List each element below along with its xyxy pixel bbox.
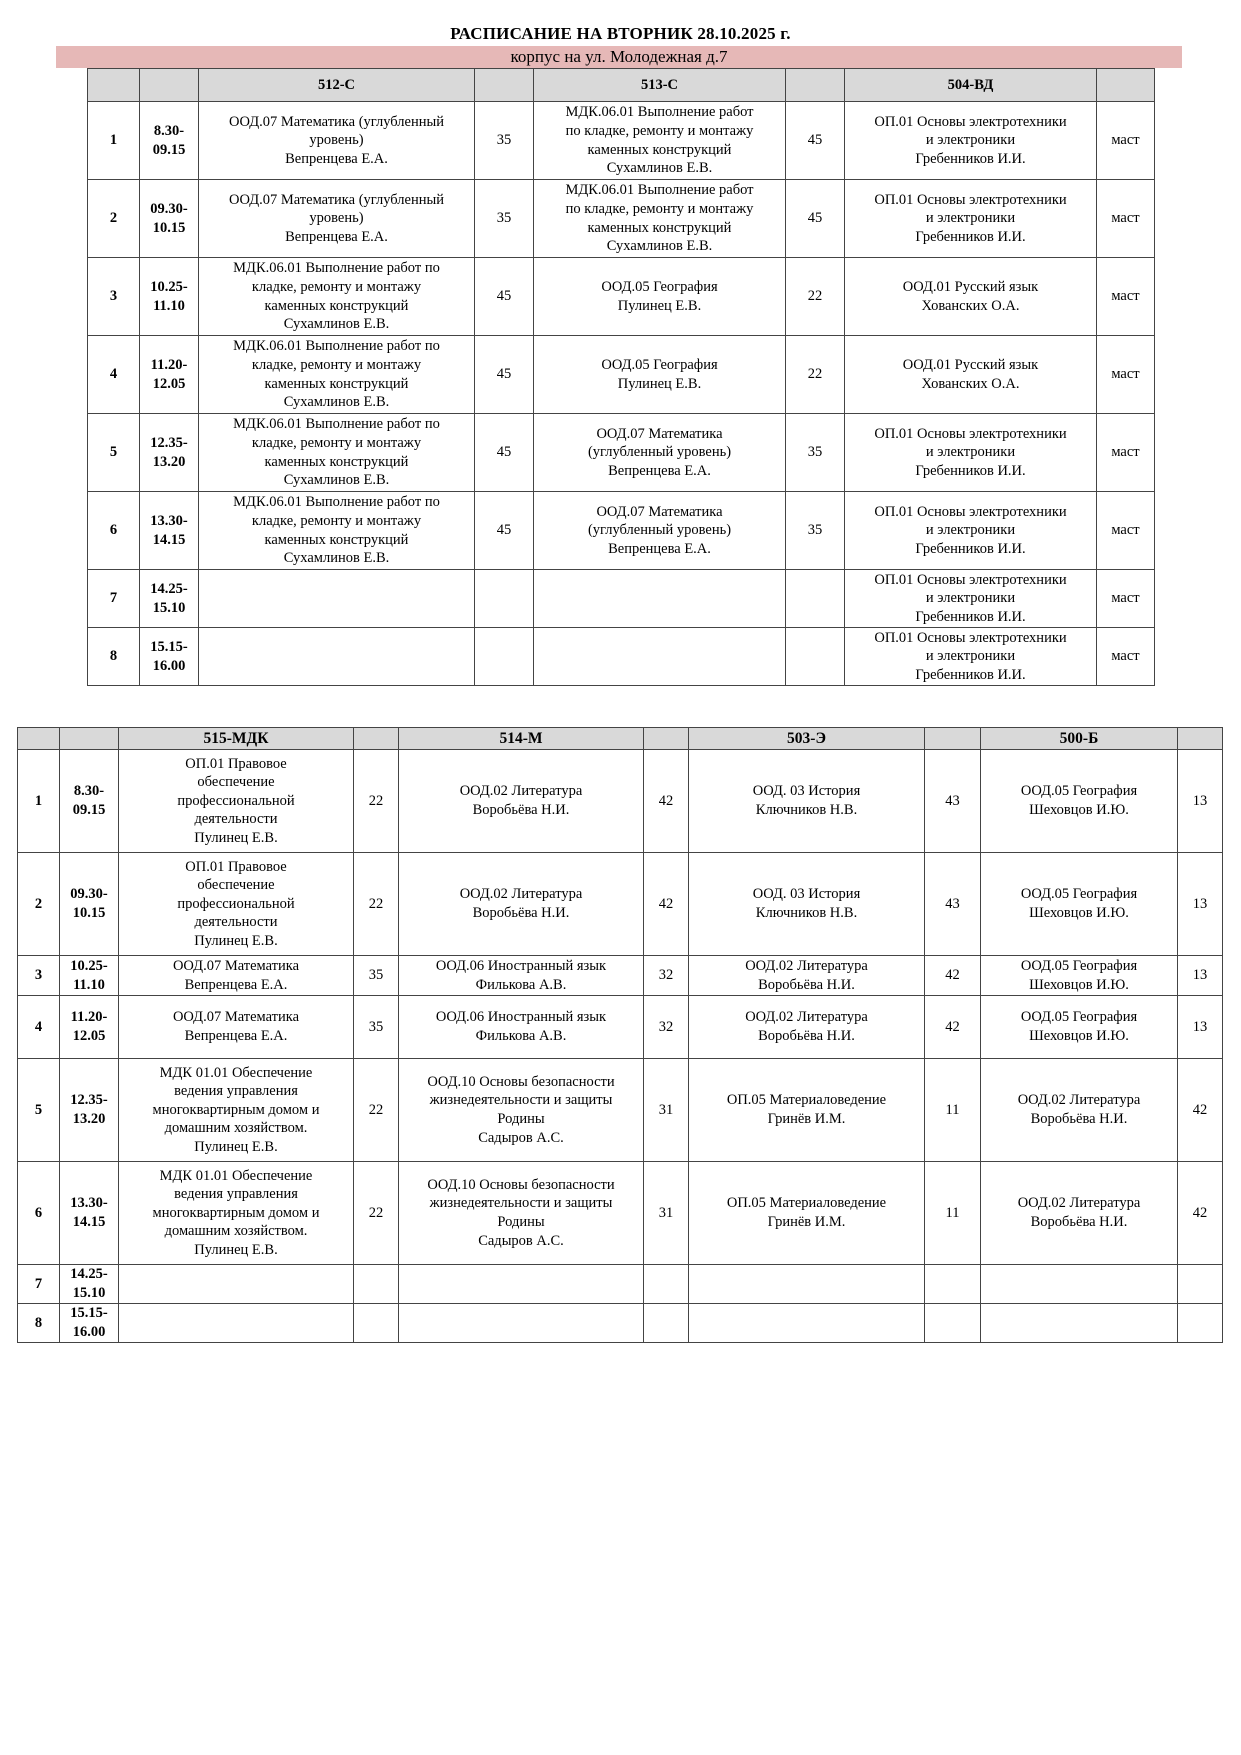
subject-cell: ООД.06 Иностранный язык Филькова А.В. (399, 956, 644, 996)
group-header: 515-МДК (119, 728, 354, 750)
lesson-time: 10.25- 11.10 (60, 956, 119, 996)
lesson-time: 09.30- 10.15 (60, 853, 119, 956)
subject-cell: ООД.05 География Шеховцов И.Ю. (981, 750, 1178, 853)
lesson-time: 13.30- 14.15 (60, 1162, 119, 1265)
lesson-row (88, 628, 1155, 686)
room-cell: 42 (644, 750, 689, 853)
room-cell: 43 (925, 853, 981, 956)
room-cell: 42 (644, 853, 689, 956)
schedule-table-1 (87, 68, 1155, 686)
room-cell: 42 (1178, 1059, 1223, 1162)
group-header: 513-С (534, 69, 786, 102)
subject-cell: МДК.06.01 Выполнение работ по кладке, ремонту и монтажу каменных конструкций Сухамлинов Е.В. (534, 102, 786, 180)
room-cell: маст (1097, 336, 1155, 414)
room-header (1178, 728, 1223, 750)
lesson-row (88, 180, 1155, 258)
subject-cell: ООД.02 Литература Воробьёва Н.И. (981, 1162, 1178, 1265)
subject-cell: ООД.07 Математика (углубленный уровень) Вепренцева Е.А. (199, 180, 475, 258)
room-cell: маст (1097, 570, 1155, 628)
lesson-number: 3 (88, 258, 140, 336)
room-cell (925, 1304, 981, 1343)
subject-cell: ООД.05 География Шеховцов И.Ю. (981, 996, 1178, 1059)
schedule-table-2 (17, 727, 1223, 1343)
room-cell (354, 1265, 399, 1304)
lesson-row (88, 492, 1155, 570)
room-cell: 13 (1178, 750, 1223, 853)
subject-cell: ОП.01 Правовое обеспечение профессиональной деятельности Пулинец Е.В. (119, 853, 354, 956)
header-number-cell (88, 69, 140, 102)
room-cell: 22 (354, 1162, 399, 1265)
room-cell: 11 (925, 1059, 981, 1162)
subject-cell: ООД.07 Математика Вепренцева Е.А. (119, 956, 354, 996)
subject-cell: МДК.06.01 Выполнение работ по кладке, ремонту и монтажу каменных конструкций Сухамлинов Е.В. (199, 336, 475, 414)
subject-cell: ООД.02 Литература Воробьёва Н.И. (981, 1059, 1178, 1162)
room-cell (1178, 1304, 1223, 1343)
subject-cell: ОП.05 Материаловедение Гринёв И.М. (689, 1162, 925, 1265)
lesson-row (18, 1059, 1223, 1162)
lesson-row (88, 414, 1155, 492)
lesson-time: 14.25- 15.10 (60, 1265, 119, 1304)
lesson-time: 10.25- 11.10 (140, 258, 199, 336)
lesson-row (88, 570, 1155, 628)
subject-cell: ОП.01 Основы электротехники и электроники Гребенников И.И. (845, 180, 1097, 258)
subject-cell (119, 1304, 354, 1343)
room-cell: 42 (1178, 1162, 1223, 1265)
room-cell: 22 (354, 750, 399, 853)
lesson-row (18, 1304, 1223, 1343)
lesson-number: 2 (18, 853, 60, 956)
subject-cell: ООД.05 География Шеховцов И.Ю. (981, 853, 1178, 956)
subject-cell (689, 1265, 925, 1304)
subject-cell: ООД.05 География Шеховцов И.Ю. (981, 956, 1178, 996)
room-cell: 35 (786, 492, 845, 570)
lesson-row (18, 853, 1223, 956)
room-cell: 32 (644, 996, 689, 1059)
subject-cell: МДК.06.01 Выполнение работ по кладке, ремонту и монтажу каменных конструкций Сухамлинов Е.В. (199, 492, 475, 570)
subject-cell (119, 1265, 354, 1304)
subject-cell: МДК.06.01 Выполнение работ по кладке, ремонту и монтажу каменных конструкций Сухамлинов Е.В. (199, 414, 475, 492)
subject-cell: ООД.01 Русский язык Хованских О.А. (845, 258, 1097, 336)
room-cell (475, 570, 534, 628)
room-cell: маст (1097, 414, 1155, 492)
group-header: 514-М (399, 728, 644, 750)
room-header (644, 728, 689, 750)
room-cell (354, 1304, 399, 1343)
subject-cell: ОП.01 Основы электротехники и электроники Гребенников И.И. (845, 628, 1097, 686)
lesson-number: 5 (18, 1059, 60, 1162)
subject-cell: ООД.07 Математика (углубленный уровень) Вепренцева Е.А. (534, 492, 786, 570)
header-time-cell (140, 69, 199, 102)
lesson-time: 09.30- 10.15 (140, 180, 199, 258)
lesson-number: 7 (18, 1265, 60, 1304)
subject-cell: МДК 01.01 Обеспечение ведения управления многоквартирным домом и домашним хозяйством. Пулинец Е.В. (119, 1059, 354, 1162)
room-cell (644, 1304, 689, 1343)
subject-cell (199, 628, 475, 686)
room-cell (1178, 1265, 1223, 1304)
lesson-number: 5 (88, 414, 140, 492)
room-cell (925, 1265, 981, 1304)
room-cell (644, 1265, 689, 1304)
room-cell: 13 (1178, 956, 1223, 996)
lesson-time: 8.30- 09.15 (60, 750, 119, 853)
subject-cell: ООД.02 Литература Воробьёва Н.И. (689, 956, 925, 996)
subject-cell: ОП.01 Основы электротехники и электроники Гребенников И.И. (845, 570, 1097, 628)
room-cell: 45 (475, 336, 534, 414)
lesson-row (18, 1162, 1223, 1265)
room-cell (475, 628, 534, 686)
header-row (18, 728, 1223, 750)
lesson-number: 4 (88, 336, 140, 414)
subject-cell: ООД.02 Литература Воробьёва Н.И. (399, 853, 644, 956)
room-cell: маст (1097, 628, 1155, 686)
subject-cell (399, 1304, 644, 1343)
lesson-time: 11.20- 12.05 (140, 336, 199, 414)
room-cell: 13 (1178, 996, 1223, 1059)
building-banner: корпус на ул. Молодежная д.7 (56, 46, 1182, 68)
subject-cell: ОП.01 Основы электротехники и электроники Гребенников И.И. (845, 414, 1097, 492)
room-cell: 35 (354, 996, 399, 1059)
subject-cell: ОП.01 Основы электротехники и электроники Гребенников И.И. (845, 492, 1097, 570)
lesson-time: 12.35- 13.20 (140, 414, 199, 492)
room-cell: 45 (475, 492, 534, 570)
subject-cell (199, 570, 475, 628)
subject-cell: ООД.05 География Пулинец Е.В. (534, 336, 786, 414)
subject-cell (981, 1265, 1178, 1304)
lesson-number: 2 (88, 180, 140, 258)
subject-cell: ООД.01 Русский язык Хованских О.А. (845, 336, 1097, 414)
room-cell (786, 570, 845, 628)
lesson-number: 6 (88, 492, 140, 570)
room-cell: 45 (786, 102, 845, 180)
room-cell: маст (1097, 492, 1155, 570)
lesson-time: 12.35- 13.20 (60, 1059, 119, 1162)
lesson-number: 8 (18, 1304, 60, 1343)
header-time-cell (60, 728, 119, 750)
room-cell: 13 (1178, 853, 1223, 956)
subject-cell: ОП.01 Правовое обеспечение профессиональной деятельности Пулинец Е.В. (119, 750, 354, 853)
room-cell: 11 (925, 1162, 981, 1265)
room-cell: 35 (475, 102, 534, 180)
room-cell: 22 (786, 336, 845, 414)
room-header (354, 728, 399, 750)
room-header (925, 728, 981, 750)
lesson-time: 11.20- 12.05 (60, 996, 119, 1059)
room-cell: 32 (644, 956, 689, 996)
room-cell: 35 (475, 180, 534, 258)
subject-cell: ООД. 03 История Ключников Н.В. (689, 750, 925, 853)
group-header: 504-ВД (845, 69, 1097, 102)
lesson-number: 4 (18, 996, 60, 1059)
subject-cell (534, 628, 786, 686)
lesson-row (18, 750, 1223, 853)
room-header (475, 69, 534, 102)
subject-cell (399, 1265, 644, 1304)
room-cell: маст (1097, 180, 1155, 258)
lesson-number: 6 (18, 1162, 60, 1265)
room-cell: 35 (786, 414, 845, 492)
header-row (88, 69, 1155, 102)
room-cell: 45 (475, 258, 534, 336)
subject-cell: ООД.10 Основы безопасности жизнедеятельности и защиты Родины Садыров А.С. (399, 1162, 644, 1265)
subject-cell: ООД.05 География Пулинец Е.В. (534, 258, 786, 336)
lesson-row (18, 996, 1223, 1059)
room-cell: 35 (354, 956, 399, 996)
subject-cell: ООД.02 Литература Воробьёва Н.И. (399, 750, 644, 853)
lesson-number: 3 (18, 956, 60, 996)
lesson-row (88, 258, 1155, 336)
room-cell: 45 (475, 414, 534, 492)
room-cell: маст (1097, 102, 1155, 180)
lesson-number: 8 (88, 628, 140, 686)
lesson-number: 1 (18, 750, 60, 853)
subject-cell (689, 1304, 925, 1343)
lesson-time: 15.15- 16.00 (60, 1304, 119, 1343)
subject-cell: ООД.07 Математика (углубленный уровень) Вепренцева Е.А. (199, 102, 475, 180)
subject-cell: ООД. 03 История Ключников Н.В. (689, 853, 925, 956)
room-cell: 42 (925, 996, 981, 1059)
lesson-time: 14.25- 15.10 (140, 570, 199, 628)
lesson-time: 13.30- 14.15 (140, 492, 199, 570)
room-cell: 22 (354, 1059, 399, 1162)
subject-cell: МДК.06.01 Выполнение работ по кладке, ремонту и монтажу каменных конструкций Сухамлинов Е.В. (199, 258, 475, 336)
subject-cell: ООД.10 Основы безопасности жизнедеятельности и защиты Родины Садыров А.С. (399, 1059, 644, 1162)
subject-cell: ООД.07 Математика Вепренцева Е.А. (119, 996, 354, 1059)
subject-cell: МДК 01.01 Обеспечение ведения управления многоквартирным домом и домашним хозяйством. Пулинец Е.В. (119, 1162, 354, 1265)
room-header (786, 69, 845, 102)
room-cell: 22 (354, 853, 399, 956)
room-cell: маст (1097, 258, 1155, 336)
room-cell: 31 (644, 1059, 689, 1162)
subject-cell (981, 1304, 1178, 1343)
subject-cell: ООД.02 Литература Воробьёва Н.И. (689, 996, 925, 1059)
subject-cell: ООД.06 Иностранный язык Филькова А.В. (399, 996, 644, 1059)
subject-cell (534, 570, 786, 628)
lesson-row (88, 336, 1155, 414)
lesson-number: 7 (88, 570, 140, 628)
schedule-title: РАСПИСАНИЕ НА ВТОРНИК 28.10.2025 г. (450, 24, 791, 43)
group-header: 503-Э (689, 728, 925, 750)
room-cell (786, 628, 845, 686)
room-cell: 45 (786, 180, 845, 258)
room-cell: 42 (925, 956, 981, 996)
subject-cell: МДК.06.01 Выполнение работ по кладке, ремонту и монтажу каменных конструкций Сухамлинов Е.В. (534, 180, 786, 258)
room-cell: 43 (925, 750, 981, 853)
subject-cell: ООД.07 Математика (углубленный уровень) Вепренцева Е.А. (534, 414, 786, 492)
room-header (1097, 69, 1155, 102)
room-cell: 31 (644, 1162, 689, 1265)
subject-cell: ОП.01 Основы электротехники и электроники Гребенников И.И. (845, 102, 1097, 180)
header-number-cell (18, 728, 60, 750)
subject-cell: ОП.05 Материаловедение Гринёв И.М. (689, 1059, 925, 1162)
lesson-row (18, 1265, 1223, 1304)
lesson-time: 8.30- 09.15 (140, 102, 199, 180)
lesson-time: 15.15- 16.00 (140, 628, 199, 686)
lesson-number: 1 (88, 102, 140, 180)
group-header: 500-Б (981, 728, 1178, 750)
lesson-row (18, 956, 1223, 996)
group-header: 512-С (199, 69, 475, 102)
room-cell: 22 (786, 258, 845, 336)
lesson-row (88, 102, 1155, 180)
